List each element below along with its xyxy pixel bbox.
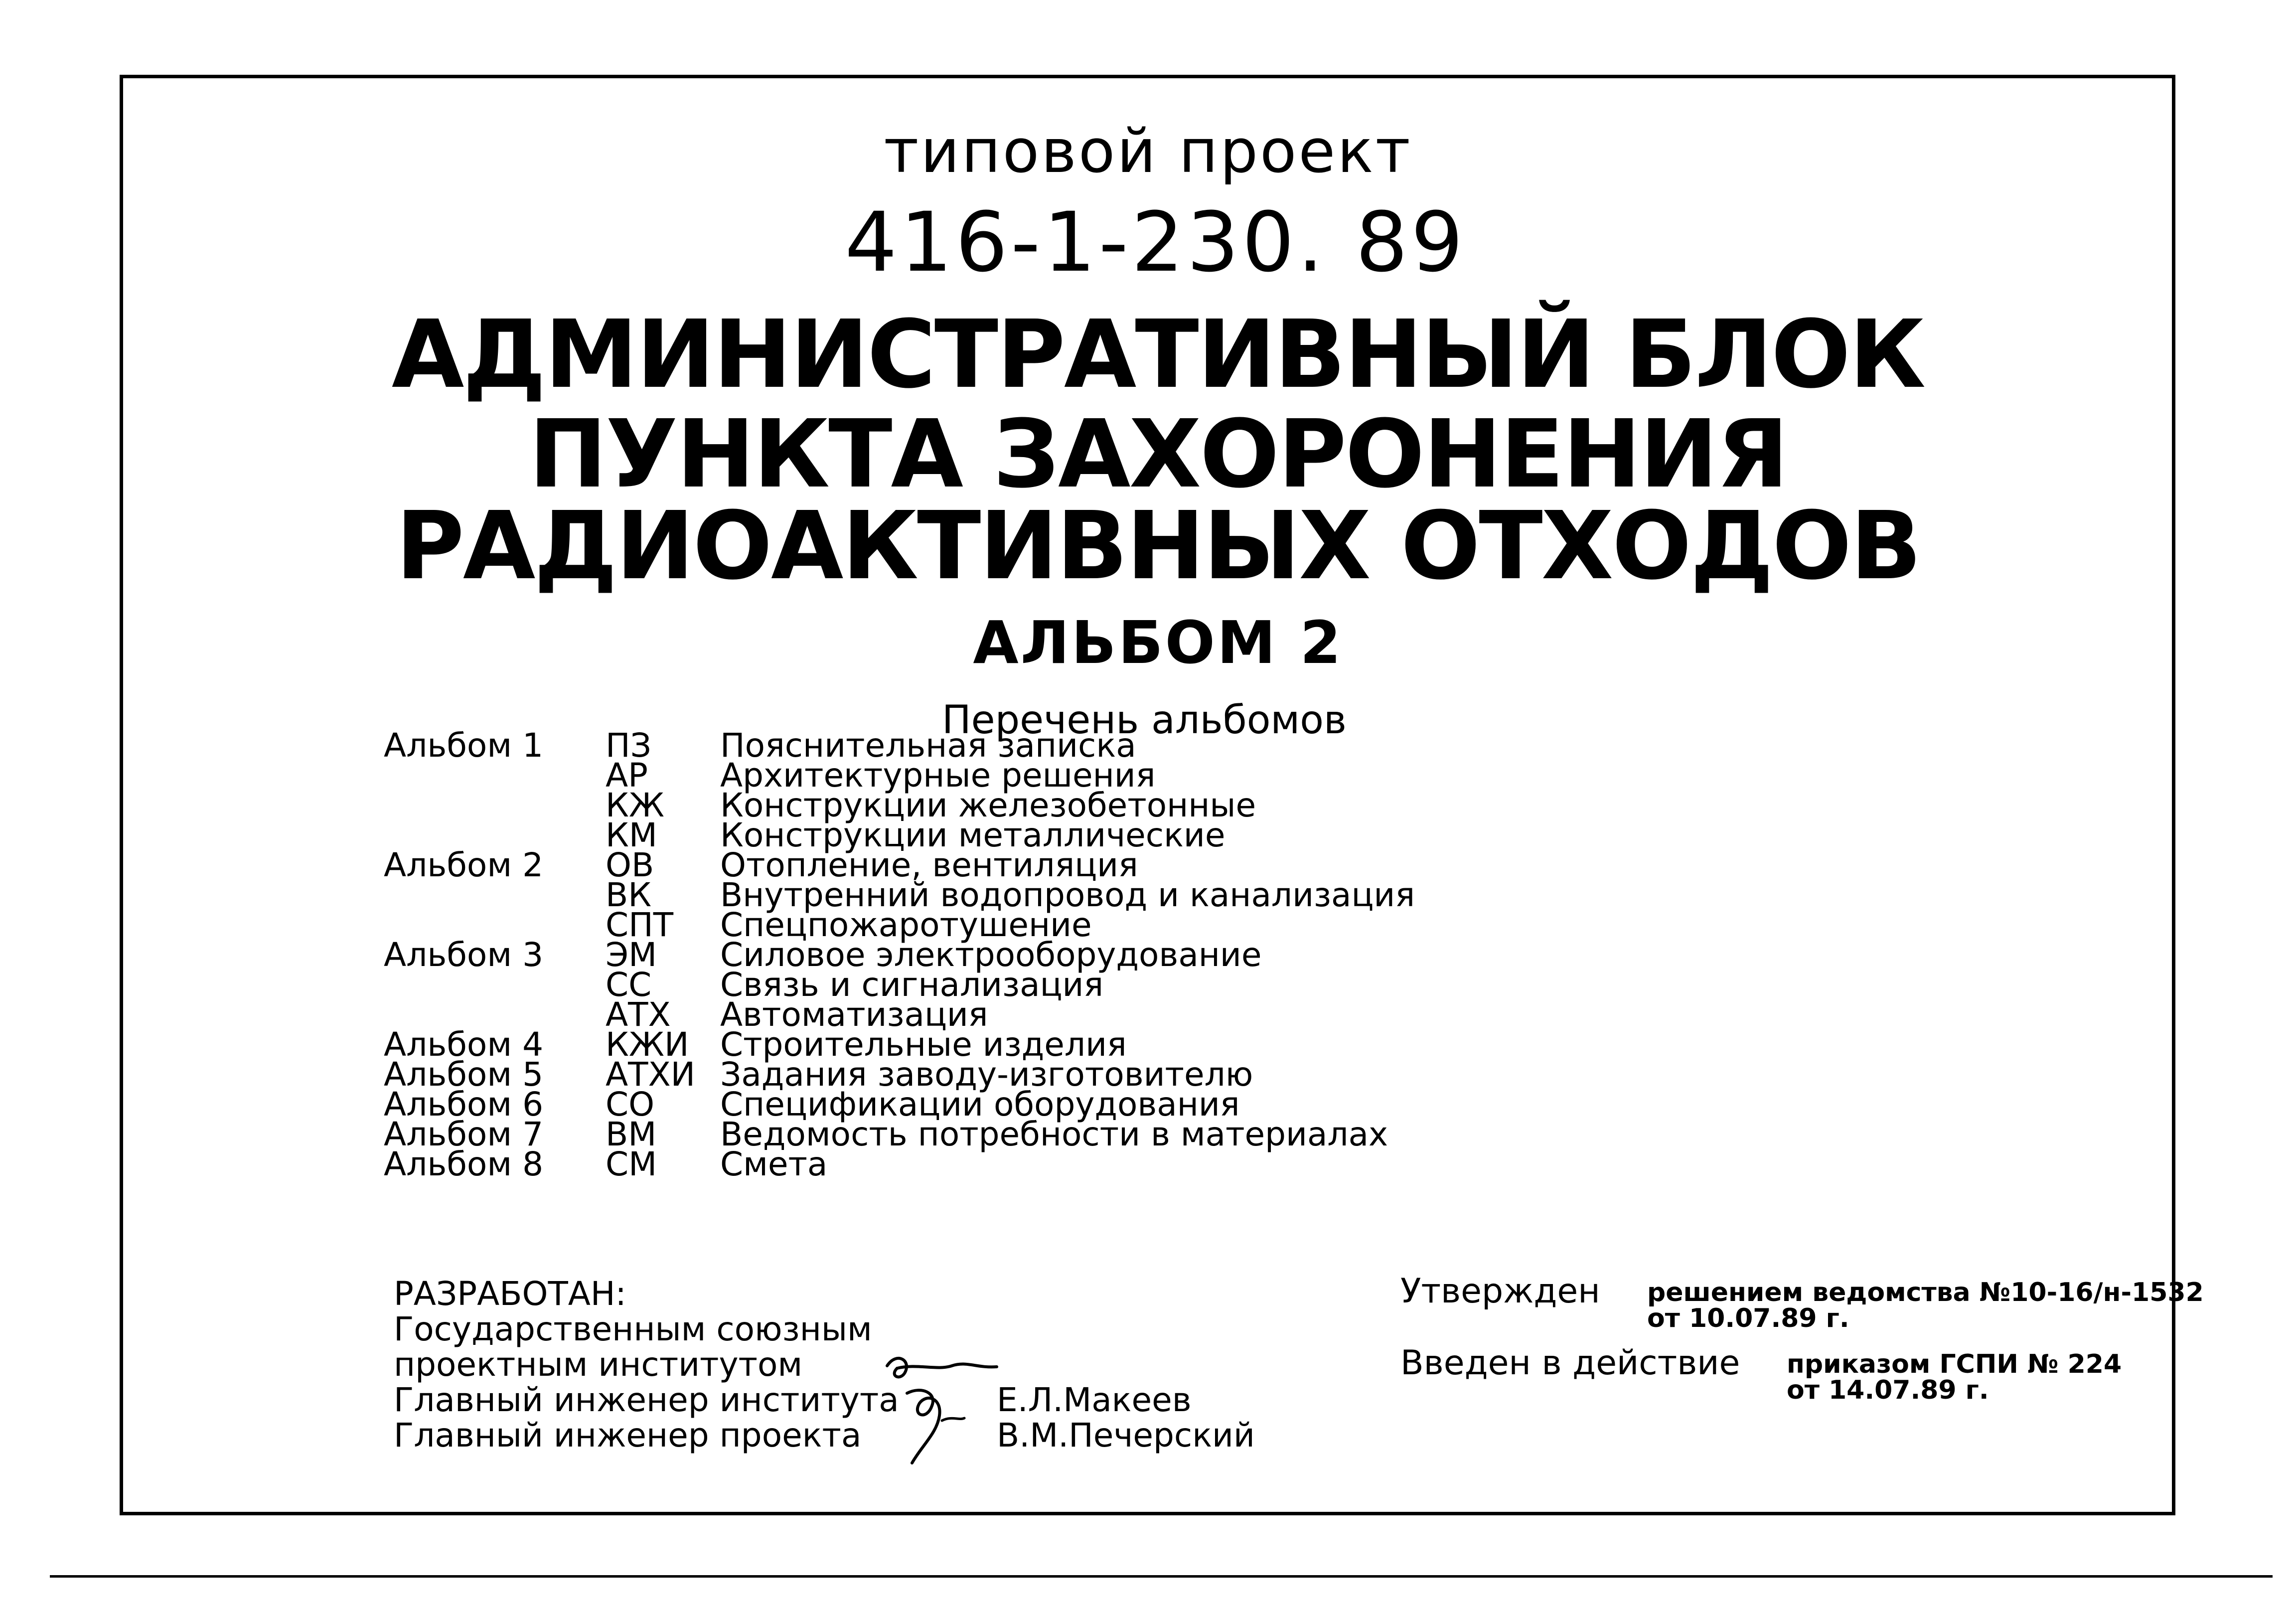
album-row-album: Альбом 2	[384, 846, 544, 884]
album-row-desc: Архитектурные решения	[720, 756, 1156, 795]
doc-number: 416-1-230. 89	[845, 194, 1466, 290]
developer-org-line-2: проектным институтом	[394, 1345, 803, 1384]
album-row-desc: Спецпожаротушение	[720, 906, 1092, 944]
album-row-desc: Отопление, вентиляция	[720, 846, 1138, 884]
album-row-desc: Строительные изделия	[720, 1025, 1127, 1064]
developer-label: РАЗРАБОТАН:	[394, 1275, 626, 1313]
chief-project-name: В.М.Печерский	[997, 1416, 1255, 1455]
title-line-3: РАДИОАКТИВНЫХ ОТХОДОВ	[396, 491, 1920, 601]
developer-org-line-1: Государственным союзным	[394, 1310, 872, 1348]
album-row-album	[384, 761, 606, 791]
title-line-2: ПУНКТА ЗАХОРОНЕНИЯ	[528, 400, 1788, 509]
album-row-album: Альбом 1	[384, 726, 544, 765]
approved-line-2: от 10.07.89 г.	[1647, 1303, 1849, 1333]
album-row-desc: Внутренний водопровод и канализация	[720, 876, 1415, 914]
album-row-code: ЭМ	[606, 936, 657, 974]
album-row-desc: Ведомость потребности в материалах	[720, 1115, 1388, 1153]
chief-project-row	[394, 1418, 1255, 1453]
approved-line-1: решением ведомства №10-16/н-1532	[1647, 1278, 2204, 1307]
developer-block	[394, 1276, 1255, 1453]
chief-institute-role: Главный инженер института	[394, 1381, 899, 1419]
effect-line-1: приказом ГСПИ № 224	[1787, 1349, 2122, 1379]
album-row-album	[384, 791, 606, 820]
album-row-album: Альбом 8	[384, 1145, 544, 1183]
album-row-code: КЖИ	[606, 1025, 689, 1064]
effect-line-2: от 14.07.89 г.	[1787, 1375, 1989, 1405]
album-row-code: СС	[606, 966, 652, 1004]
album-row-code: ВК	[606, 876, 652, 914]
album-row-code: АТХ	[606, 995, 671, 1034]
album-row-desc: Смета	[720, 1145, 828, 1183]
doc-type: типовой проект	[884, 117, 1412, 186]
albums-list-heading: Перечень альбомов	[942, 698, 1347, 743]
album-row-code: ВМ	[606, 1115, 657, 1153]
album-row-code: СПТ	[606, 906, 674, 944]
handwritten-signature	[877, 1346, 1047, 1475]
album-row-album: Альбом 3	[384, 936, 544, 974]
album-row-album: Альбом 6	[384, 1085, 544, 1124]
approved-detail	[1647, 1274, 2204, 1331]
approval-block	[1400, 1274, 2204, 1403]
album-row-album	[384, 970, 606, 1000]
album-row-desc: Силовое электрооборудование	[720, 936, 1262, 974]
album-row-code: СО	[606, 1085, 655, 1124]
album-row-album: Альбом 5	[384, 1055, 544, 1094]
album-row-code: ПЗ	[606, 726, 651, 765]
album-row-desc: Конструкции железобетонные	[720, 786, 1256, 824]
album-row-code: КЖ	[606, 786, 664, 824]
album-row-code: ОВ	[606, 846, 654, 884]
album-row-desc: Задания заводу-изготовителю	[720, 1055, 1253, 1094]
album-row-album: Альбом 4	[384, 1025, 544, 1064]
album-row	[384, 1149, 1415, 1179]
effect-detail	[1787, 1345, 2122, 1403]
chief-institute-name: Е.Л.Макеев	[997, 1381, 1192, 1419]
title-line-1: АДМИНИСТРАТИВНЫЙ БЛОК	[391, 300, 1925, 409]
approved-label: Утвержден	[1400, 1272, 1600, 1311]
album-row-desc: Спецификации оборудования	[720, 1085, 1240, 1124]
chief-institute-row	[394, 1382, 1255, 1418]
album-row-code: КМ	[606, 816, 657, 854]
approved-row	[1400, 1274, 2204, 1331]
album-row-album	[384, 880, 606, 910]
chief-project-role: Главный инженер проекта	[394, 1416, 862, 1455]
effect-row	[1400, 1345, 2204, 1403]
album-row-code: АТХИ	[606, 1055, 696, 1094]
album-row-desc: Пояснительная записка	[720, 726, 1136, 765]
albums-list	[384, 726, 1415, 1183]
bottom-trim-line	[50, 1575, 2273, 1578]
album-row-desc: Автоматизация	[720, 995, 988, 1034]
album-row-code: СМ	[606, 1145, 657, 1183]
effect-label: Введен в действие	[1400, 1343, 1740, 1383]
album-label: АЛЬБОМ 2	[973, 608, 1343, 677]
album-row-desc: Связь и сигнализация	[720, 966, 1104, 1004]
album-row-code: АР	[606, 756, 648, 795]
album-row-desc: Конструкции металлические	[720, 816, 1225, 854]
album-row-album: Альбом 7	[384, 1115, 544, 1153]
